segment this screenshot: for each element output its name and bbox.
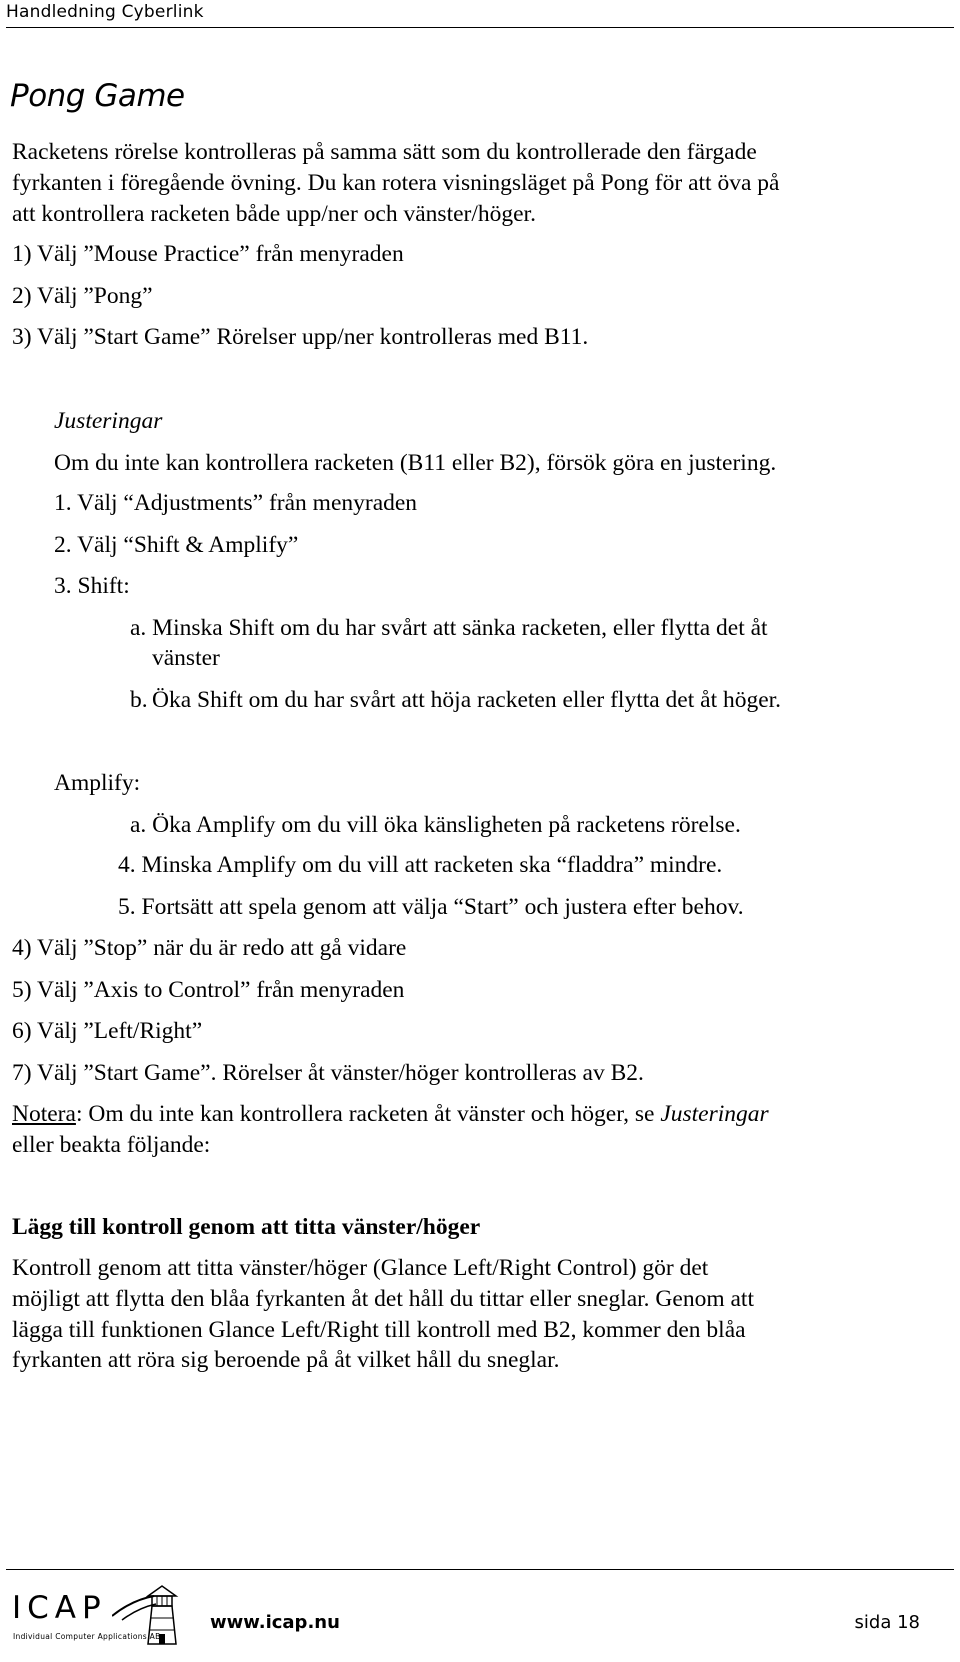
page-number: sida 18	[854, 1612, 920, 1633]
amplify-label: Amplify:	[54, 770, 141, 796]
note-text: : Om du inte kan kontrollera racketen åt vänster och höger, se	[75, 1101, 661, 1127]
header-divider	[6, 27, 954, 28]
footer-url[interactable]: www.icap.nu	[210, 1612, 340, 1633]
amplify-item-a: a. Öka Amplify om du vill öka känsligheten på racketens rörelse.	[130, 812, 741, 838]
footer-divider	[6, 1569, 954, 1570]
document-header-title: Handledning Cyberlink	[6, 2, 204, 22]
adjustments-title: Justeringar	[54, 408, 163, 434]
page-heading: Pong Game	[10, 78, 185, 114]
glance-line-3: lägga till funktionen Glance Left/Right till kontroll med B2, kommer den blåa	[12, 1317, 746, 1343]
step-item: 2) Välj ”Pong”	[12, 283, 153, 309]
note-line-1	[12, 1099, 769, 1129]
adjustments-step: 5. Fortsätt att spela genom att välja “Start” och justera efter behov.	[118, 894, 744, 920]
adjustments-step: 1. Välj “Adjustments” från menyraden	[54, 490, 418, 516]
glance-section-heading: Lägg till kontroll genom att titta vänster/höger	[12, 1214, 481, 1240]
logo-subtitle: Individual Computer Applications AB	[13, 1632, 161, 1641]
shift-item-a-continued: vänster	[152, 645, 220, 671]
icap-logo	[12, 1584, 212, 1656]
step-item: 1) Välj ”Mouse Practice” från menyraden	[12, 241, 404, 267]
intro-line-3: att kontrollera racketen både upp/ner och vänster/höger.	[12, 201, 536, 227]
note-label: Notera	[12, 1101, 76, 1127]
logo-text: ICAP	[12, 1590, 107, 1626]
intro-line-1: Racketens rörelse kontrolleras på samma sätt som du kontrollerade den färgade	[12, 139, 757, 165]
adjustments-step: 3. Shift:	[54, 573, 130, 599]
shift-item-b-label: b.	[130, 687, 148, 713]
glance-line-4: fyrkanten att röra sig beroende på åt vilket håll du sneglar.	[12, 1347, 560, 1373]
step-item: 5) Välj ”Axis to Control” från menyraden	[12, 977, 405, 1003]
adjustments-step: 2. Välj “Shift & Amplify”	[54, 532, 299, 558]
intro-line-2: fyrkanten i föregående övning. Du kan rotera visningsläget på Pong för att öva på	[12, 170, 780, 196]
glance-line-1: Kontroll genom att titta vänster/höger (Glance Left/Right Control) gör det	[12, 1255, 709, 1281]
glance-line-2: möjligt att flytta den blåa fyrkanten åt det håll du tittar eller sneglar. Genom att	[12, 1286, 754, 1312]
step-item: 3) Välj ”Start Game” Rörelser upp/ner kontrolleras med B11.	[12, 324, 589, 350]
shift-item-a: a. Minska Shift om du har svårt att sänka racketen, eller flytta det åt	[130, 615, 768, 641]
note-line-2: eller beakta följande:	[12, 1132, 211, 1158]
shift-item-b-text: Öka Shift om du har svårt att höja racketen eller flytta det åt höger.	[152, 687, 782, 713]
step-item: 7) Välj ”Start Game”. Rörelser åt vänster/höger kontrolleras av B2.	[12, 1060, 644, 1086]
step-item: 4) Välj ”Stop” när du är redo att gå vidare	[12, 935, 407, 961]
note-reference: Justeringar	[660, 1101, 769, 1127]
adjustments-intro: Om du inte kan kontrollera racketen (B11 eller B2), försök göra en justering.	[54, 450, 777, 476]
adjustments-step: 4. Minska Amplify om du vill att racketen ska “fladdra” mindre.	[118, 852, 723, 878]
step-item: 6) Välj ”Left/Right”	[12, 1018, 203, 1044]
